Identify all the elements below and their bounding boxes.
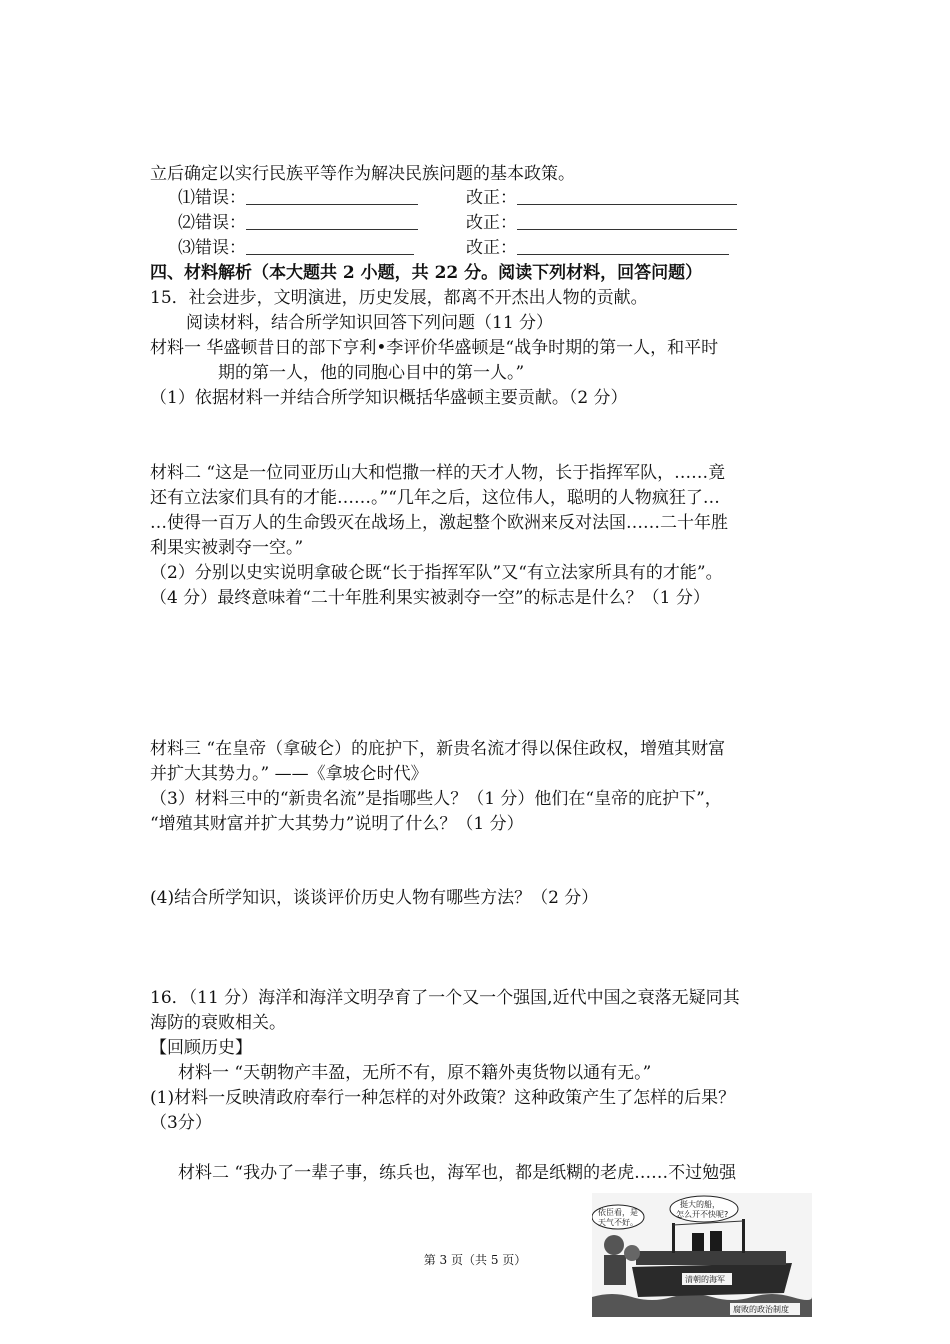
q15-stem: 15．社会进步，文明演进，历史发展，都离不开杰出人物的贡献。 <box>150 288 648 308</box>
q16-question1-line2: （3分） <box>150 1113 212 1133</box>
q15-material3-line2: 并扩大其势力。” ——《拿坡仑时代》 <box>150 764 428 784</box>
section-heading: 四、材料解析（本大题共 2 小题，共 22 分。阅读下列材料，回答问题） <box>150 263 703 283</box>
fix-blank[interactable] <box>517 188 737 205</box>
correction-row-2 <box>178 211 737 235</box>
fix-label: 改正： <box>466 188 517 208</box>
error-blank[interactable] <box>246 213 418 230</box>
error-label: 错误： <box>195 188 246 208</box>
intro-line: 立后确定以实行民族平等作为解决民族问题的基本政策。 <box>150 164 575 184</box>
correction-num: ⑴ <box>178 188 195 208</box>
q15-material2-line1: 材料二 “这是一位同亚历山大和恺撒一样的天才人物，长于指挥军队，……竟 <box>150 463 726 483</box>
cartoon-bubble1-line2: 怎么开不快呢? <box>676 1210 729 1219</box>
q15-question3-line1: （3）材料三中的“新贵名流”是指哪些人？（1 分）他们在“皇帝的庇护下”， <box>150 789 722 809</box>
correction-row-3 <box>178 236 729 260</box>
correction-num: ⑵ <box>178 213 195 233</box>
q15-question2-line1: （2）分别以史实说明拿破仑既“长于指挥军队”又“有立法家所具有的才能”。 <box>150 563 723 583</box>
q15-material3-line1: 材料三 “在皇帝（拿破仑）的庇护下，新贵名流才得以保住政权，增殖其财富 <box>150 739 726 759</box>
correction-row-1 <box>178 186 737 210</box>
error-label: 错误： <box>195 238 246 258</box>
q15-instruction: 阅读材料，结合所学知识回答下列问题（11 分） <box>186 313 554 333</box>
cartoon-base-label: 腐败的政治制度 <box>733 1305 789 1314</box>
q15-material2-line4: 利果实被剥夺一空。” <box>150 538 304 558</box>
q15-material1-line1: 材料一 华盛顿昔日的部下亨利•李评价华盛顿是“战争时期的第一人，和平时 <box>150 338 719 358</box>
q15-question4: (4)结合所学知识，谈谈评价历史人物有哪些方法？（2 分） <box>150 888 599 908</box>
correction-num: ⑶ <box>178 238 195 258</box>
fix-blank[interactable] <box>517 238 729 255</box>
q15-question2-line2: （4 分）最终意味着“二十年胜利果实被剥夺一空”的标志是什么？（1 分） <box>150 588 710 608</box>
q15-material1-line2: 期的第一人，他的同胞心目中的第一人。” <box>218 363 525 383</box>
q16-review-heading: 【回顾历史】 <box>150 1038 252 1058</box>
q15-question3-line2: “增殖其财富并扩大其势力”说明了什么？（1 分） <box>150 814 524 834</box>
error-blank[interactable] <box>246 188 418 205</box>
fix-label: 改正： <box>466 213 517 233</box>
q16-stem-line2: 海防的衰败相关。 <box>150 1013 286 1033</box>
page-footer: 第 3 页（共 5 页） <box>423 1253 527 1267</box>
fix-label: 改正： <box>466 238 517 258</box>
q16-material2: 材料二 “我办了一辈子事，练兵也，海军也，都是纸糊的老虎……不过勉强 <box>178 1163 737 1183</box>
q16-question1-line1: (1)材料一反映清政府奉行一种怎样的对外政策？这种政策产生了怎样的后果？ <box>150 1088 736 1108</box>
q16-material1: 材料一 “天朝物产丰盈，无所不有，原不籍外夷货物以通有无。” <box>178 1063 652 1083</box>
cartoon-bubble2-line1: 依臣看，是 <box>598 1208 638 1217</box>
cartoon-bubble2-line2: 天气不好。 <box>598 1218 638 1227</box>
cartoon-ship-label: 清朝的海军 <box>685 1275 725 1284</box>
error-label: 错误： <box>195 213 246 233</box>
q15-question1: （1）依据材料一并结合所学知识概括华盛顿主要贡献。（2 分） <box>150 388 628 408</box>
cartoon-bubble1-line1: 挺大的船， <box>680 1200 720 1209</box>
error-blank[interactable] <box>246 238 414 255</box>
q15-material2-line3: …使得一百万人的生命毁灭在战场上，激起整个欧洲来反对法国……二十年胜 <box>150 513 728 533</box>
q15-material2-line2: 还有立法家们具有的才能……。”“几年之后，这位伟人，聪明的人物疯狂了… <box>150 488 720 508</box>
q16-stem-line1: 16．（11 分）海洋和海洋文明孕育了一个又一个强国,近代中国之衰落无疑同其 <box>150 988 740 1008</box>
warship-cartoon <box>592 1193 812 1317</box>
fix-blank[interactable] <box>517 213 737 230</box>
